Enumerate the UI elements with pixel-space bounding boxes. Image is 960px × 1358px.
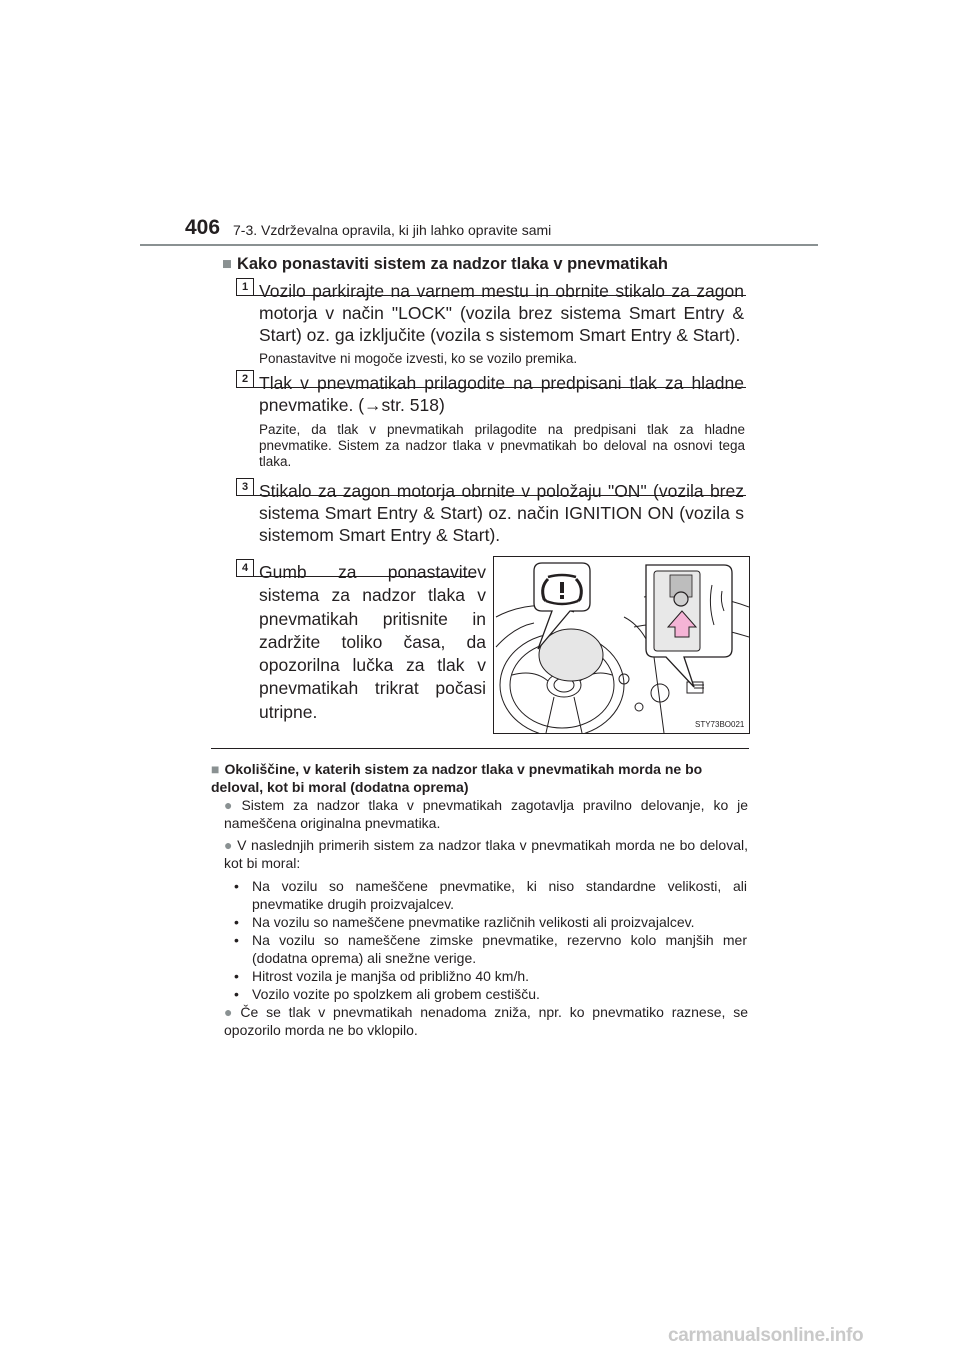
step-1-note: Ponastavitve ni mogoče izvesti, ko se vozilo premika.	[259, 351, 578, 366]
bullet-icon: ●	[224, 797, 238, 813]
step-4-text: Gumb za ponastavitev sistema za nadzor tlaka v pnevmatikah pritisnite in zadržite toliko časa, da opozorilna lučka za tlak v pnevmatikah trikrat počasi utripne.	[259, 562, 486, 722]
bullet-text: Sistem za nadzor tlaka v pnevmatikah zagotavlja pravilno delovanje, ko je nameščena originalna pnevmatika.	[224, 797, 748, 831]
step-2-note: Pazite, da tlak v pnevmatikah prilagodite na predpisani tlak za hladne pnevmatike. Sistem za nadzor tlaka v pnevmatikah bo deloval na osnovi tega tlaka.	[259, 422, 745, 469]
chapter-title: 7-3. Vzdrževalna opravila, ki jih lahko opravite sami	[233, 222, 552, 238]
sub-list-item: • Na vozilu so nameščene pnevmatike, ki niso standardne velikosti, ali pnevmatike drugih proizvajalcev.	[232, 877, 747, 913]
section-heading	[211, 760, 748, 796]
section-divider	[211, 748, 749, 749]
bullet-icon: ●	[224, 1004, 237, 1020]
step-number-1: 1	[236, 278, 254, 296]
step-2-text: Tlak v pnevmatikah prilagodite na predpisani tlak za hladne pnevmatike. (→str. 518)	[259, 373, 744, 415]
sub-list-item: • Na vozilu so nameščene zimske pnevmatike, rezervno kolo manjših mer (dodatna oprema) ali snežne verige.	[232, 931, 747, 967]
page-number: 406	[185, 216, 221, 239]
step-number-3: 3	[236, 478, 254, 496]
watermark: carmanualsonline.info	[668, 1325, 864, 1346]
list-item	[224, 836, 748, 872]
sub-list-item: • Na vozilu so nameščene pnevmatike različnih velikosti ali proizvajalcev.	[232, 913, 747, 931]
square-marker-icon: ■	[222, 255, 232, 273]
step-number-4: 4	[236, 559, 254, 577]
step-number-2: 2	[236, 370, 254, 388]
header-rule	[140, 244, 818, 246]
sub-list	[232, 877, 747, 1003]
section-heading	[222, 255, 668, 274]
bullet-text: Če se tlak v pnevmatikah nenadoma zniža, npr. ko pnevmatiko raznese, se opozorilo morda ne bo vklopilo.	[224, 1004, 748, 1038]
list-item	[224, 796, 748, 832]
bullet-icon: ●	[224, 837, 234, 853]
bullet-text: V naslednjih primerih sistem za nadzor tlaka v pnevmatikah morda ne bo deloval, kot bi moral:	[224, 837, 748, 871]
step-3-text: Stikalo za zagon motorja obrnite v položaju "ON" (vozila brez sistema Smart Entry & Start) oz. način IGNITION ON (vozila s sistemom Smart Entry & Start).	[259, 481, 744, 545]
list-item	[224, 1003, 748, 1039]
square-marker-icon: ■	[211, 761, 220, 777]
figure-code: STY73BO021	[695, 720, 745, 729]
dashboard-illustration	[493, 556, 750, 734]
section-title: Okoliščine, v katerih sistem za nadzor tlaka v pnevmatikah morda ne bo deloval, kot bi moral (dodatna oprema)	[211, 761, 703, 795]
sub-list-item: • Hitrost vozila je manjša od približno 40 km/h.	[232, 967, 747, 985]
step-1-text: Vozilo parkirajte na varnem mestu in obrnite stikalo za zagon motorja v način "LOCK" (vozila brez sistema Smart Entry & Start) oz. ga izključite (vozila s sistemom Smart Entry & Start).	[259, 281, 744, 345]
section-title: Kako ponastaviti sistem za nadzor tlaka v pnevmatikah	[236, 255, 668, 273]
steering-wheel-illustration	[494, 557, 749, 733]
sub-list-item: • Vozilo vozite po spolzkem ali grobem cestišču.	[232, 985, 747, 1003]
